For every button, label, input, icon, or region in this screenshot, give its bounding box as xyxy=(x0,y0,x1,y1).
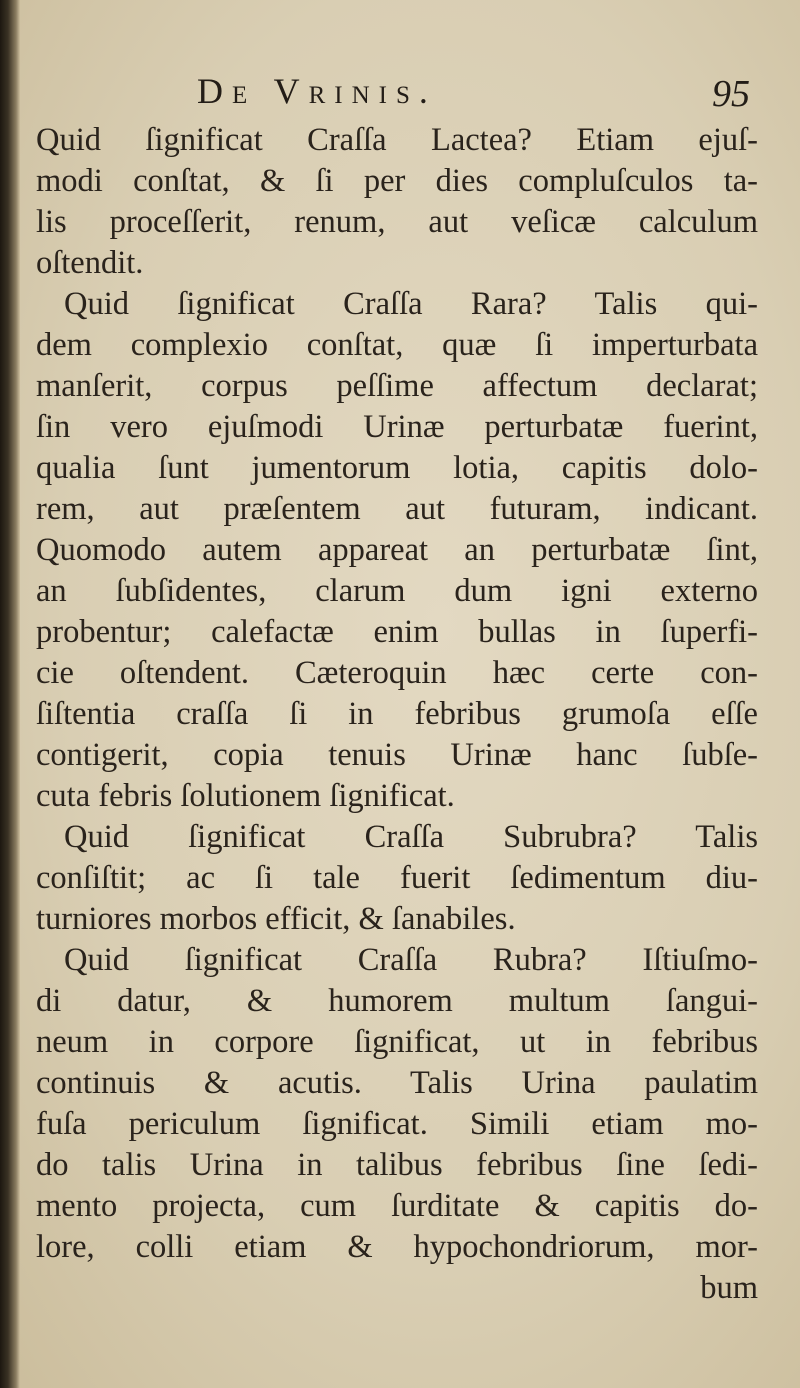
catchword: bum xyxy=(700,1270,758,1306)
running-title: De Vrinis. xyxy=(197,71,437,111)
text-line: ſin vero ejuſmodi Urinæ perturbatæ fuerint, xyxy=(36,409,758,445)
page-header xyxy=(0,70,800,120)
text-line: cie oſtendent. Cæteroquin hæc certe con- xyxy=(36,655,758,691)
text-line: probentur; calefactæ enim bullas in ſuperfi- xyxy=(36,614,758,650)
text-line: di datur, & humorem multum ſangui- xyxy=(36,983,758,1019)
body-text xyxy=(36,120,758,1309)
text-line: conſiſtit; ac ſi tale fuerit ſedimentum diu- xyxy=(36,860,758,896)
text-line: turniores morbos efficit, & ſanabiles. xyxy=(36,901,516,937)
text-line: fuſa periculum ſignificat. Simili etiam mo- xyxy=(36,1106,758,1142)
text-line: lore, colli etiam & hypochondriorum, mor- xyxy=(36,1229,758,1265)
text-line: cuta febris ſolutionem ſignificat. xyxy=(36,778,455,814)
text-line: qualia ſunt jumentorum lotia, capitis dolo- xyxy=(36,450,758,486)
text-line: Quid ſignificat Craſſa Lactea? Etiam ejuſ- xyxy=(36,122,758,158)
text-line: contigerit, copia tenuis Urinæ hanc ſubſe- xyxy=(36,737,758,773)
text-line: neum in corpore ſignificat, ut in febribus xyxy=(36,1024,758,1060)
book-spine-shadow xyxy=(0,0,20,1388)
text-line: an ſubſidentes, clarum dum igni externo xyxy=(36,573,758,609)
text-line: Quid ſignificat Craſſa Subrubra? Talis xyxy=(64,819,758,855)
text-line: Quomodo autem appareat an perturbatæ ſint, xyxy=(36,532,758,568)
text-line: Quid ſignificat Craſſa Rubra? Iſtiuſmo- xyxy=(64,942,758,978)
text-line: continuis & acutis. Talis Urina paulatim xyxy=(36,1065,758,1101)
text-line: manſerit, corpus peſſime affectum declarat; xyxy=(36,368,758,404)
text-line: modi conſtat, & ſi per dies compluſculos ta- xyxy=(36,163,758,199)
text-line: lis proceſſerit, renum, aut veſicæ calculum xyxy=(36,204,758,240)
text-line: mento projecta, cum ſurditate & capitis do- xyxy=(36,1188,758,1224)
page-number: 95 xyxy=(712,73,750,115)
text-line: rem, aut præſentem aut futuram, indicant. xyxy=(36,491,758,527)
text-line: dem complexio conſtat, quæ ſi imperturbata xyxy=(36,327,758,363)
text-line: do talis Urina in talibus febribus ſine ſedi- xyxy=(36,1147,758,1183)
text-line: Quid ſignificat Craſſa Rara? Talis qui- xyxy=(64,286,758,322)
text-line: oſtendit. xyxy=(36,245,144,281)
text-line: ſiſtentia craſſa ſi in febribus grumoſa eſſe xyxy=(36,696,758,732)
